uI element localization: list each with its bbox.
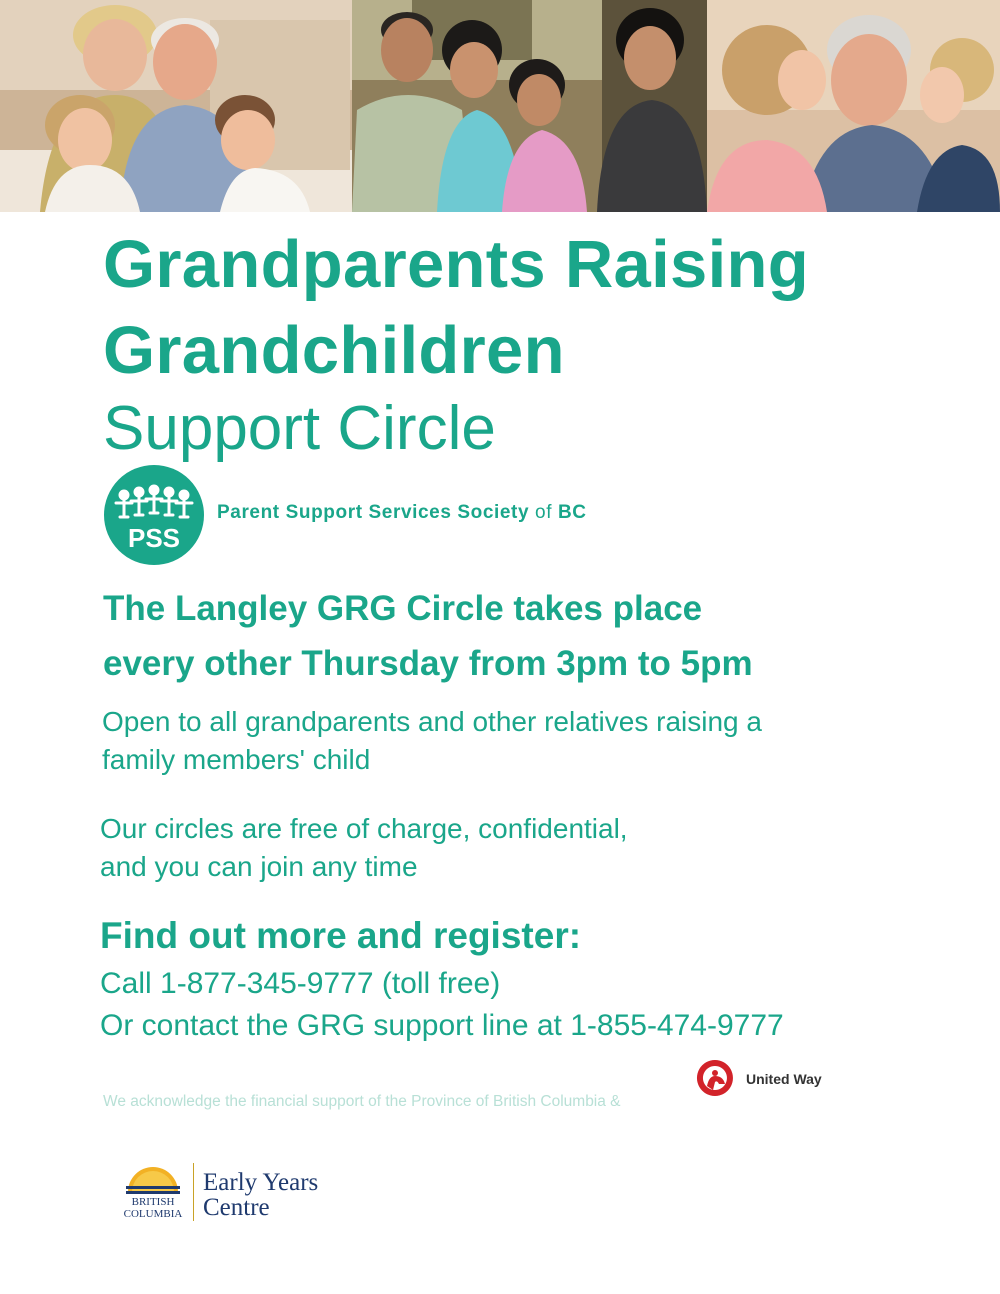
title-line-2: Grandchildren bbox=[103, 313, 565, 388]
schedule-line-1: The Langley GRG Circle takes place bbox=[103, 589, 703, 628]
photo-strip bbox=[0, 0, 1000, 212]
early-years-centre-wordmark bbox=[203, 1170, 318, 1220]
photo-grandparents-grandchildren-couch bbox=[0, 0, 352, 212]
pss-logo bbox=[104, 465, 204, 565]
united-way-logo bbox=[693, 1056, 737, 1100]
free-line-1: Our circles are free of charge, confidential, bbox=[100, 813, 628, 844]
eligibility-line-1: Open to all grandparents and other relatives raising a bbox=[102, 706, 762, 737]
bc-line-2: COLUMBIA bbox=[123, 1208, 183, 1220]
schedule-heading bbox=[103, 581, 753, 691]
organization-name bbox=[217, 502, 587, 524]
page-subtitle: Support Circle bbox=[103, 394, 496, 463]
contact-info bbox=[100, 963, 784, 1047]
page-title bbox=[103, 222, 809, 394]
support-line-phone: Or contact the GRG support line at 1-855-474-9777 bbox=[100, 1009, 784, 1042]
pss-letters: PSS bbox=[127, 523, 181, 553]
logo-divider bbox=[193, 1163, 194, 1221]
photo-family-outdoors bbox=[352, 0, 707, 212]
eligibility-paragraph bbox=[102, 703, 762, 779]
bc-line-1: BRITISH bbox=[131, 1196, 175, 1208]
pss-circle-icon bbox=[104, 465, 204, 565]
acknowledgement-text: We acknowledge the financial support of the Province of British Columbia & bbox=[103, 1093, 621, 1110]
united-way-label: United Way bbox=[746, 1071, 822, 1087]
bc-sun-icon bbox=[118, 1160, 188, 1196]
org-name-suffix: BC bbox=[557, 502, 587, 523]
title-line-1: Grandparents Raising bbox=[103, 227, 809, 302]
eligibility-line-2: family members' child bbox=[102, 744, 371, 775]
eyc-line-2: Centre bbox=[203, 1194, 270, 1221]
bc-wordmark bbox=[118, 1196, 188, 1220]
org-name-bold: Parent Support Services Society bbox=[217, 502, 530, 523]
toll-free-phone: Call 1-877-345-9777 (toll free) bbox=[100, 967, 501, 1000]
free-line-2: and you can join any time bbox=[100, 851, 418, 882]
united-way-hand-icon bbox=[693, 1056, 737, 1100]
schedule-line-2: every other Thursday from 3pm to 5pm bbox=[103, 644, 753, 683]
register-heading: Find out more and register: bbox=[100, 915, 582, 956]
eyc-line-1: Early Years bbox=[203, 1169, 319, 1196]
photo-grandfather-kisses bbox=[707, 0, 1000, 212]
org-name-of: of bbox=[535, 502, 553, 523]
free-paragraph bbox=[100, 810, 628, 886]
